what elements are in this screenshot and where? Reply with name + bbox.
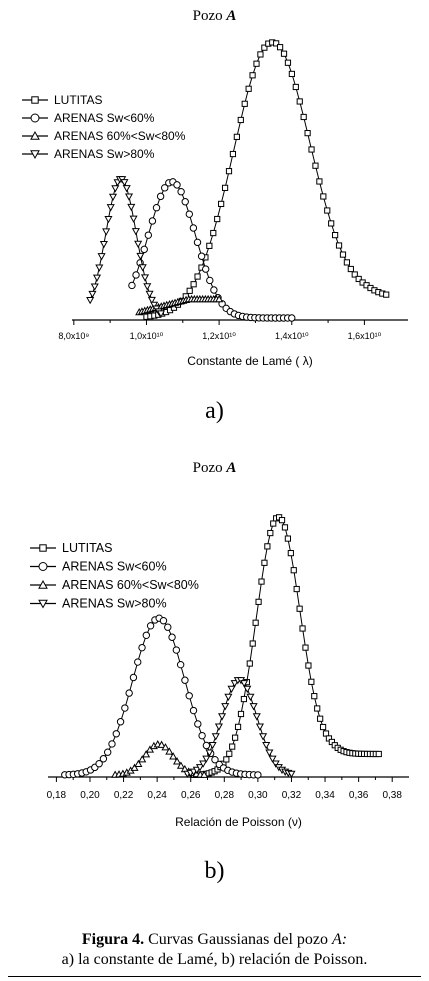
x-tick-label: 1,0x10¹⁰ [129,331,164,341]
data-point [209,742,215,748]
data-point [258,52,263,57]
data-point [234,134,239,139]
data-point [238,711,243,716]
data-point [128,204,134,210]
data-point [182,199,188,205]
data-point [306,663,311,668]
data-point [254,61,259,66]
data-point [376,751,381,756]
data-point [215,216,220,221]
caption-line-1: Figura 4. Curvas Gaussianas del pozo A: [81,931,348,948]
data-point [143,632,149,638]
data-point [294,586,299,591]
data-point [100,756,106,762]
data-point [219,714,225,720]
data-point [247,661,252,666]
data-point [173,647,179,653]
data-point [348,266,353,271]
data-point [325,208,330,213]
data-point [313,163,318,168]
x-axis-label: Relación de Poisson (ν) [175,815,302,829]
data-point [321,194,326,199]
data-point [108,205,114,211]
data-point [110,194,116,200]
data-point [285,60,290,65]
data-point [105,216,111,222]
data-point [133,272,139,278]
data-point [288,551,293,556]
series-triangle-down [87,177,164,317]
data-point [305,131,310,136]
data-point [191,282,196,287]
data-point [344,260,349,265]
data-point [94,275,100,281]
chart-title: Pozo A [192,460,237,476]
x-tick-label: 8,0x10⁹ [58,331,90,341]
data-point [219,201,224,206]
data-point [144,284,150,290]
data-point [260,734,266,740]
data-point [317,179,322,184]
series-square [191,515,381,778]
data-point [130,216,136,222]
data-point [297,99,302,104]
x-tick-label: 0,28 [214,790,235,801]
x-tick-label: 0,22 [113,790,134,801]
x-tick-label: 1,2x10¹⁰ [202,331,236,341]
data-point [340,252,345,257]
series-square [144,40,389,320]
data-point [246,86,251,91]
data-point [139,644,145,650]
legend-label: ARENAS Sw<60% [62,559,167,574]
data-point [98,254,104,260]
data-point [32,97,38,103]
series-line [194,517,379,775]
data-point [263,742,269,748]
data-point [282,525,287,530]
data-point [135,241,141,247]
data-point [329,221,334,226]
data-point [268,530,273,535]
data-point [253,620,258,625]
data-point [182,677,188,683]
data-point [117,719,123,725]
data-point [271,521,276,526]
data-point [101,242,107,248]
data-point [113,731,119,737]
legend-label: ARENAS 60%<Sw<80% [62,578,199,592]
legend-label: ARENAS Sw<60% [54,111,155,125]
data-point [207,277,213,283]
data-point [224,757,229,762]
data-point [96,265,102,271]
data-point [312,694,317,699]
data-point [203,742,209,748]
data-point [211,230,216,235]
data-point [135,659,141,665]
x-tick-label: 0,18 [46,790,67,801]
caption-rule [8,976,421,977]
data-point [126,194,132,200]
data-point [242,101,247,106]
data-point [105,749,111,755]
data-point [309,147,314,152]
data-point [320,724,325,729]
data-point [279,518,284,523]
data-point [228,686,234,692]
legend-label: LUTITAS [62,541,113,555]
data-point [187,288,192,293]
data-point [266,750,272,756]
panel-label: a) [205,398,224,424]
legend [30,541,199,611]
data-point [130,674,136,680]
data-point [145,232,151,238]
panel-label: b) [204,858,225,884]
data-point [146,291,152,297]
data-point [318,716,323,721]
data-point [257,724,263,730]
x-tick-label: 0,34 [315,790,335,801]
data-point [297,606,302,611]
data-point [122,705,128,711]
data-point [137,253,143,259]
legend-label: ARENAS 60%<Sw<80% [54,129,186,143]
data-point [285,536,290,541]
legend-label: LUTITAS [54,93,103,107]
data-point [147,623,153,629]
data-point [195,274,200,279]
data-point [255,772,261,778]
data-point [259,579,264,584]
data-point [222,704,228,710]
data-point [190,707,196,713]
data-point [165,624,171,630]
data-point [250,73,255,78]
x-tick-label: 0,38 [382,790,402,801]
data-point [140,265,146,271]
data-point [194,239,200,245]
data-point [198,253,204,259]
data-point [203,266,209,272]
data-point [186,693,192,699]
data-point [133,229,139,235]
data-point [250,641,255,646]
data-point [227,751,232,756]
data-point [235,724,240,729]
data-point [289,315,295,321]
x-tick-label: 0,36 [348,790,369,801]
data-point [103,229,109,235]
legend-label: ARENAS Sw>80% [54,147,155,161]
legend [22,93,186,161]
data-point [39,563,47,571]
chart-lame [0,0,429,424]
data-point [262,560,267,565]
x-tick-label: 0,20 [80,790,100,801]
data-point [216,724,222,730]
data-point [213,734,219,740]
data-point [178,189,184,195]
data-point [169,634,175,640]
data-point [301,114,306,119]
data-point [157,193,163,199]
data-point [177,661,183,667]
x-axis [47,777,409,829]
data-point [129,282,135,288]
data-point [233,735,238,740]
data-point [226,169,231,174]
caption-line-2: a) la constante de Lamé, b) relación de Poisson. [61,951,368,968]
x-tick-label: 1,4x10¹⁰ [274,331,309,341]
data-point [256,599,261,604]
data-point [300,626,305,631]
x-tick-label: 1,6x10¹⁰ [347,331,382,341]
data-point [333,233,338,238]
chart-poisson [0,455,429,884]
data-point [87,297,93,303]
data-point [384,292,389,297]
data-point [277,45,282,50]
data-point [247,694,253,700]
data-point [315,706,320,711]
data-point [199,732,205,738]
x-tick-label: 0,32 [281,790,302,801]
data-point [149,218,155,224]
data-point [238,117,243,122]
data-point [190,225,196,231]
data-point [186,211,192,217]
data-point [336,243,341,248]
data-point [211,287,217,293]
figure-caption [0,930,429,970]
data-point [207,243,212,248]
data-point [303,645,308,650]
data-point [31,114,39,122]
data-point [160,617,166,623]
data-point [40,545,46,551]
data-point [289,71,294,76]
data-point [124,186,130,192]
data-point [112,186,118,192]
data-point [109,741,115,747]
data-point [153,205,159,211]
legend-label: ARENAS Sw>80% [62,596,167,611]
data-point [142,275,148,281]
x-tick-label: 0,30 [248,790,268,801]
data-point [92,284,98,290]
x-tick-label: 0,24 [147,790,167,801]
data-point [250,704,256,710]
data-point [195,721,201,727]
x-tick-label: 0,26 [180,790,201,801]
x-axis [58,320,408,368]
x-axis-label: Constante de Lamé ( λ) [187,354,313,368]
series-line [147,42,387,316]
data-point [230,151,235,156]
data-point [225,694,231,700]
data-point [241,696,246,701]
data-point [293,84,298,89]
plot-area [0,0,429,380]
data-point [222,185,227,190]
data-point [265,544,270,549]
plot-area [0,455,429,835]
chart-title: Pozo A [192,8,237,24]
data-point [89,291,95,297]
data-point [309,679,314,684]
data-point [126,690,132,696]
data-point [174,182,180,188]
data-point [230,744,235,749]
data-point [254,714,260,720]
data-point [281,51,286,56]
data-point [291,568,296,573]
data-point [141,246,147,252]
